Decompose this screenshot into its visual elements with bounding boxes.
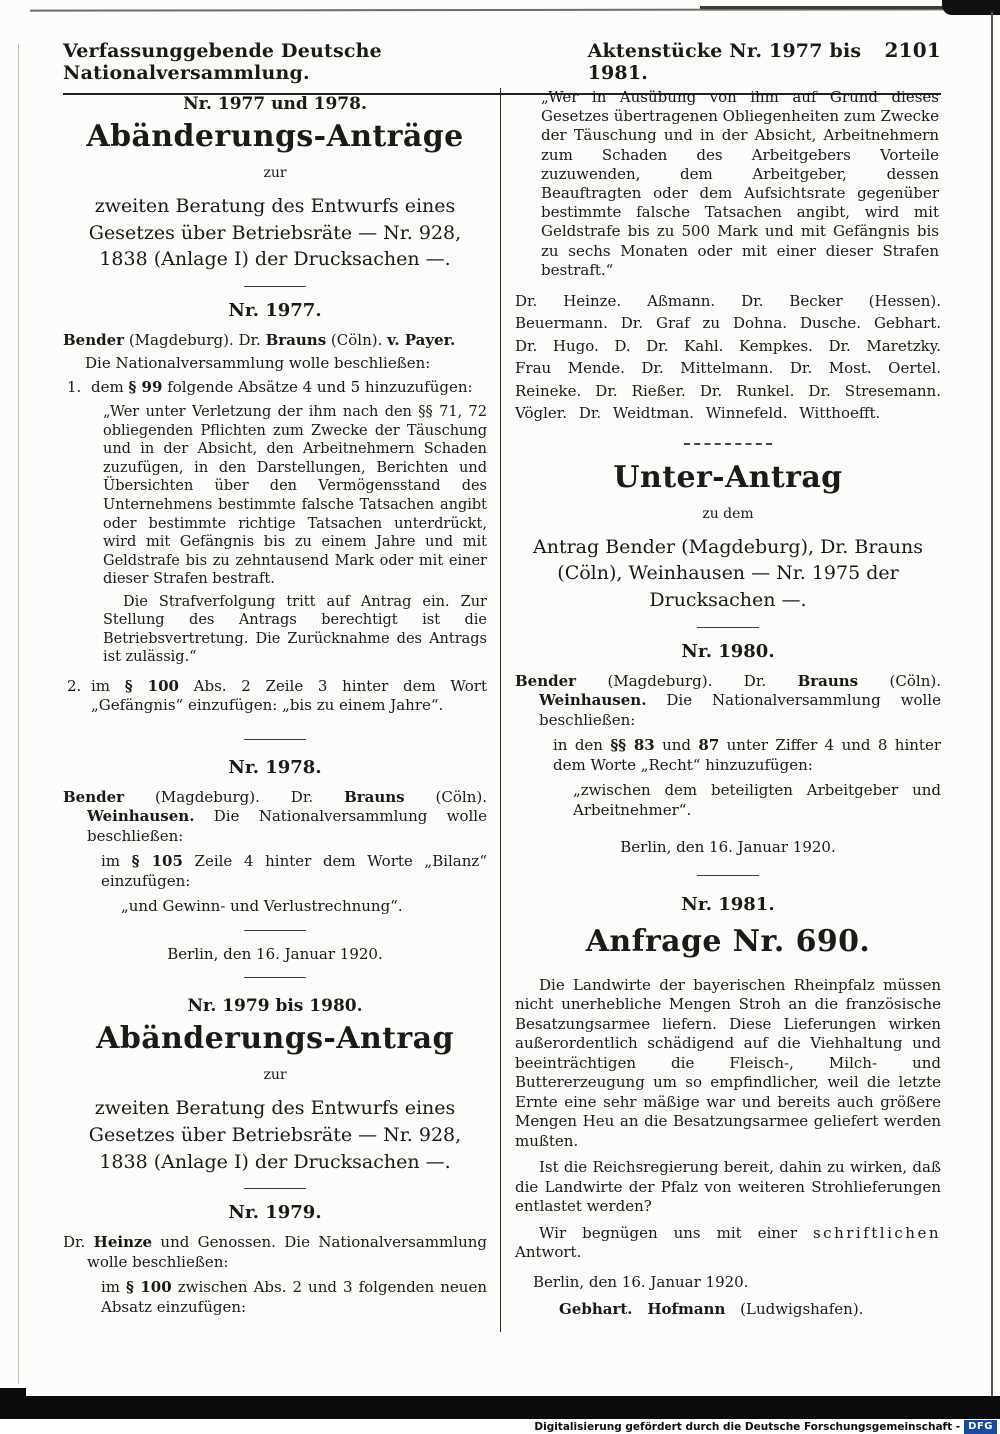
proposers-1980: Bender (Magdeburg). Dr. Brauns (Cöln). Weinhausen. Die Nationalversammlung wolle beschließen: (515, 671, 941, 729)
item-2-body (91, 677, 487, 722)
amendment-item-2 (67, 677, 487, 722)
left-column (63, 86, 487, 1336)
title-anfrage-690: Anfrage Nr. 690. (585, 923, 871, 959)
resolution-1977: Die Nationalversammlung wolle beschließen: (85, 354, 431, 373)
item-2-text: im § 100 Abs. 2 Zeile 3 hinter dem Wort „Gefängnis“ einzufügen: „bis zu einem Jahre“. (91, 676, 487, 715)
page-number: 2101 (884, 38, 941, 62)
section-divider (244, 977, 306, 978)
subject-unter-antrag: Antrag Bender (Magdeburg), Dr. Brauns (Cöln), Weinhausen — Nr. 1975 der Drucksachen —. (533, 535, 923, 612)
title-abaenderungs-antraege: Abänderungs-Anträge (86, 119, 464, 154)
anfrage-paragraph-3: Wir begnügen uns mit einer schriftlichen Antwort. (515, 1223, 941, 1262)
quote-1980: „zwischen dem beteiligten Arbeitgeber und Arbeitnehmer“. (573, 781, 941, 819)
scan-artifact-bottom-band (0, 1396, 1000, 1419)
proposers-1977: Bender (Magdeburg). Dr. Brauns (Cöln). v. Payer. (63, 330, 456, 349)
item-1-body (91, 378, 487, 671)
section-divider (244, 1188, 306, 1189)
anfrage-paragraph-2: Ist die Reichsregierung bereit, dahin zu wirken, daß die Landwirte der Pfalz von weiteren Strohlieferungen entlastet werden? (515, 1158, 941, 1216)
date-line-1980: Berlin, den 16. Januar 1920. (620, 838, 836, 857)
section-divider (697, 875, 759, 876)
title-abaenderungs-antrag: Abänderungs-Antrag (96, 1021, 454, 1057)
scan-artifact-left-edge (18, 44, 19, 1384)
subject-1977-1978: zweiten Beratung des Entwurfs eines Gesetzes über Betriebsräte — Nr. 928, 1838 (Anlage I) der Drucksachen —. (88, 195, 462, 271)
signatures-1981: Gebhart. Hofmann (Ludwigshafen). (559, 1300, 864, 1319)
anfrage-paragraph-1: Die Landwirte der bayerischen Rheinpfalz müssen nicht unerhebliche Mengen Stroh an die französische Besatzungsarmee liefern. Diese Lieferungen wirken außerordentlich schädigend auf die Viehhaltung und beeinträchtigen die Fleisch-, Milch- und Buttererzeugung um so empfindlicher, weil die letzte Ernte eine sehr mäßige war und bereits auch größere Mengen Heu an die Besatzungsarmee geliefert werden mußten. (515, 975, 941, 1150)
assembly-title: Verfassunggebende Deutsche Nationalversammlung. (63, 40, 382, 84)
heading-nr-1981: Nr. 1981. (681, 893, 775, 915)
item-number-1: 1. (67, 377, 82, 396)
quote-1979-continuation: „Wer in Ausübung von ihm auf Grund dieses Gesetzes übertragenen Obliegenheiten zum Zwecke der Täuschung und in der Absicht, Arbeitnehmern zum Schaden des Arbeitgebers Vorteile zuzuwenden, dem Arbeitgeber, dessen Beauftragten oder dem Aufsichtsrate gegenüber bestimmte falsche Tatsachen angibt, wird mit Geldstrafe bis zu 500 Mark und mit Gefängnis bis zu sechs Monaten oder mit einer dieser Strafen bestraft.“ (541, 88, 939, 279)
proposers-1979: Dr. Heinze und Genossen. Die Nationalversammlung wolle beschließen: (63, 1233, 487, 1271)
section-divider (697, 627, 759, 628)
heading-nr-1978: Nr. 1978. (228, 756, 322, 778)
scan-artifact-top-edge-dark (700, 6, 955, 9)
quote-paragraph-2: Die Strafverfolgung tritt auf Antrag ein. Zur Stellung des Antrags berechtigt ist die Betriebsvertretung. Die Zurücknahme des Antrags ist zulässig.“ (103, 593, 487, 666)
heading-nr-1977: Nr. 1977. (228, 299, 322, 321)
zu-dem-label: zu dem (702, 505, 754, 522)
scan-artifact-right-edge (991, 12, 993, 1396)
issue-label: Aktenstücke Nr. 1977 bis 1981. (587, 40, 862, 84)
squiggle-divider (684, 443, 772, 445)
heading-nr-1979: Nr. 1979. (228, 1202, 322, 1224)
amendment-item-1 (67, 378, 487, 671)
item-number-2: 2. (67, 676, 82, 695)
dfg-logo: DFG (964, 1420, 997, 1434)
heading-nr-1980: Nr. 1980. (681, 640, 775, 662)
right-column (515, 86, 941, 1336)
quote-1978: „und Gewinn- und Verlustrechnung“. (121, 897, 403, 916)
date-line-1981: Berlin, den 16. Januar 1920. (533, 1272, 749, 1291)
zur-label-1: zur (263, 165, 287, 181)
instruction-1978: im § 105 Zeile 4 hinter dem Worte „Bilanz“ einzufügen: (101, 852, 487, 890)
title-unter-antrag: Unter-Antrag (613, 459, 843, 495)
section-divider (244, 286, 306, 287)
digitization-credit-text: Digitalisierung gefördert durch die Deutsche Forschungsgemeinschaft - (534, 1420, 961, 1433)
subject-1979-1980: zweiten Beratung des Entwurfs eines Gesetzes über Betriebsräte — Nr. 928, 1838 (Anlage I) der Drucksachen —. (88, 1097, 462, 1173)
kicker-nr-1977-1978: Nr. 1977 und 1978. (183, 94, 367, 114)
proposers-1978: Bender (Magdeburg). Dr. Brauns (Cöln). Weinhausen. Die Nationalversammlung wolle beschließen: (63, 787, 487, 845)
section-divider (244, 930, 306, 931)
section-divider (244, 739, 306, 740)
instruction-1979: im § 100 zwischen Abs. 2 und 3 folgenden neuen Absatz einzufügen: (101, 1278, 487, 1316)
instruction-1980: in den §§ 83 und 87 unter Ziffer 4 und 8 hinter dem Worte „Recht“ hinzuzufügen: (553, 736, 941, 774)
item-1-text: dem § 99 folgende Absätze 4 und 5 hinzuzufügen: (91, 377, 473, 396)
digitization-credit-bar (0, 1419, 1000, 1434)
quote-paragraph-1: „Wer unter Verletzung der ihm nach den §§ 71, 72 obliegenden Pflichten zum Zwecke der Täuschung und in der Absicht, den Arbeitnehmern Schaden zuzufügen, in den Darstellungen, Berichten und Übersichten über den Vermögensstand des Unternehmens bestimmte falsche Tatsachen angibt oder bestimmte richtige Tatsachen unterdrückt, wird mit Gefängnis bis zu einem Jahre und mit Geldstrafe bis zu zehntausend Mark oder mit einer dieser Strafen bestraft. (103, 404, 487, 588)
date-line-1978: Berlin, den 16. Januar 1920. (167, 944, 383, 963)
two-column-layout (63, 86, 941, 1336)
signatures-1979: Dr. Heinze. Aßmann. Dr. Becker (Hessen). Beuermann. Dr. Graf zu Dohna. Dusche. Gebhart. Dr. Hugo. D. Dr. Kahl. Kempkes. Dr. Maretzky. Frau Mende. Dr. Mittelmann. Dr. Most. Oertel. Reineke. Dr. Rießer. Dr. Runkel. Dr. Stresemann. Vögler. Dr. Weidtman. Winnefeld. Witthoefft. (515, 291, 941, 423)
column-divider-rule (500, 88, 501, 1332)
kicker-nr-1979-1980: Nr. 1979 bis 1980. (187, 996, 363, 1017)
zur-label-2: zur (263, 1067, 287, 1084)
